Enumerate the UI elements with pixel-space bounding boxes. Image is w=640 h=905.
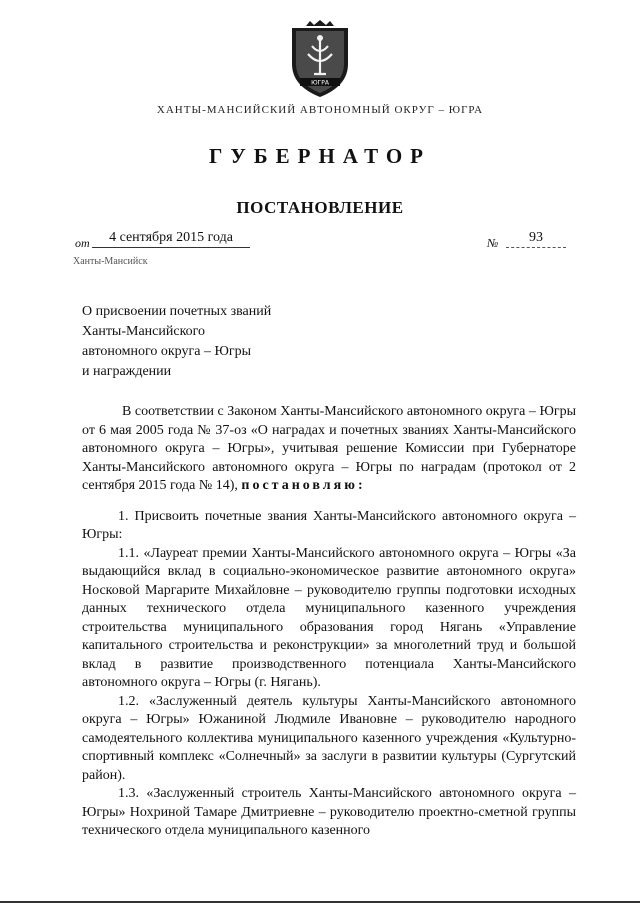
item-paragraph: 1.2. «Заслуженный деятель культуры Ханты-Мансийского автономного округа – Югры» Южаниной Людмиле Ивановне – руководителю народного самодеятельного коллектива муниципального казенного учреждения «Культурно-спортивный комплекс «Солнечный» за заслуги в развитии культуры (Сургутский район). bbox=[82, 693, 576, 783]
page-title: ГУБЕРНАТОР bbox=[208, 144, 432, 168]
subject-line: и награждении bbox=[82, 364, 172, 379]
city-name: Ханты-Мансийск bbox=[73, 256, 148, 267]
organization-name: ХАНТЫ-МАНСИЙСКИЙ АВТОНОМНЫЙ ОКРУГ – ЮГРА bbox=[156, 104, 484, 116]
decree-date: 4 сентября 2015 года bbox=[92, 230, 250, 248]
item-paragraph: 1. Присвоить почетные звания Ханты-Мансийского автономного округа – Югры: bbox=[82, 508, 576, 542]
preamble-text: В соответствии с Законом Ханты-Мансийского автономного округа – Югры от 6 мая 2005 года № 37-оз «О наградах и почетных званиях Ханты-Мансийского автономного округа – Югры», учитывая решение Комиссии при Губернаторе Ханты-Мансийского автономного округа – Югры по наградам (протокол от 2 сентября 2015 года № 14), bbox=[82, 404, 576, 493]
subject-line: О присвоении почетных званий bbox=[82, 304, 272, 319]
date-label: от bbox=[75, 236, 90, 250]
subject-line: автономного округа – Югры bbox=[82, 344, 251, 359]
number-label: № bbox=[487, 236, 499, 250]
preamble-paragraph bbox=[82, 403, 576, 496]
document-type: ПОСТАНОВЛЕНИЕ bbox=[236, 198, 404, 217]
item-paragraph: 1.3. «Заслуженный строитель Ханты-Мансийского автономного округа – Югры» Нохриной Тамаре Дмитриевне – руководителю проектно-сметной группы технического отдела муниципального казенного bbox=[82, 786, 576, 838]
coat-of-arms-icon bbox=[286, 20, 354, 100]
subject-line: Ханты-Мансийского bbox=[82, 324, 206, 339]
item-paragraph: 1.1. «Лауреат премии Ханты-Мансийского автономного округа – Югры «За выдающийся вклад в социально-экономическое развитие автономного округа» Носковой Маргарите Михайловне – руководителю группы подготовки исходных данных технического отдела муниципального казенного учреждения строительства муниципального образования город Нягань «Управление капитального строительства и реконструкции» за многолетний труд и большой вклад в развитие производственного потенциала Ханты-Мансийского автономного округа – Югры (г. Нягань). bbox=[82, 545, 576, 690]
decree-keyword-colon: : bbox=[357, 478, 363, 493]
decree-keyword: постановляю bbox=[241, 478, 358, 493]
decree-number: 93 bbox=[506, 230, 566, 248]
decree-subject bbox=[82, 302, 382, 382]
page-bottom-edge bbox=[0, 901, 640, 903]
decree-body bbox=[82, 403, 576, 841]
svg-text:ЮГРА: ЮГРА bbox=[311, 79, 329, 87]
